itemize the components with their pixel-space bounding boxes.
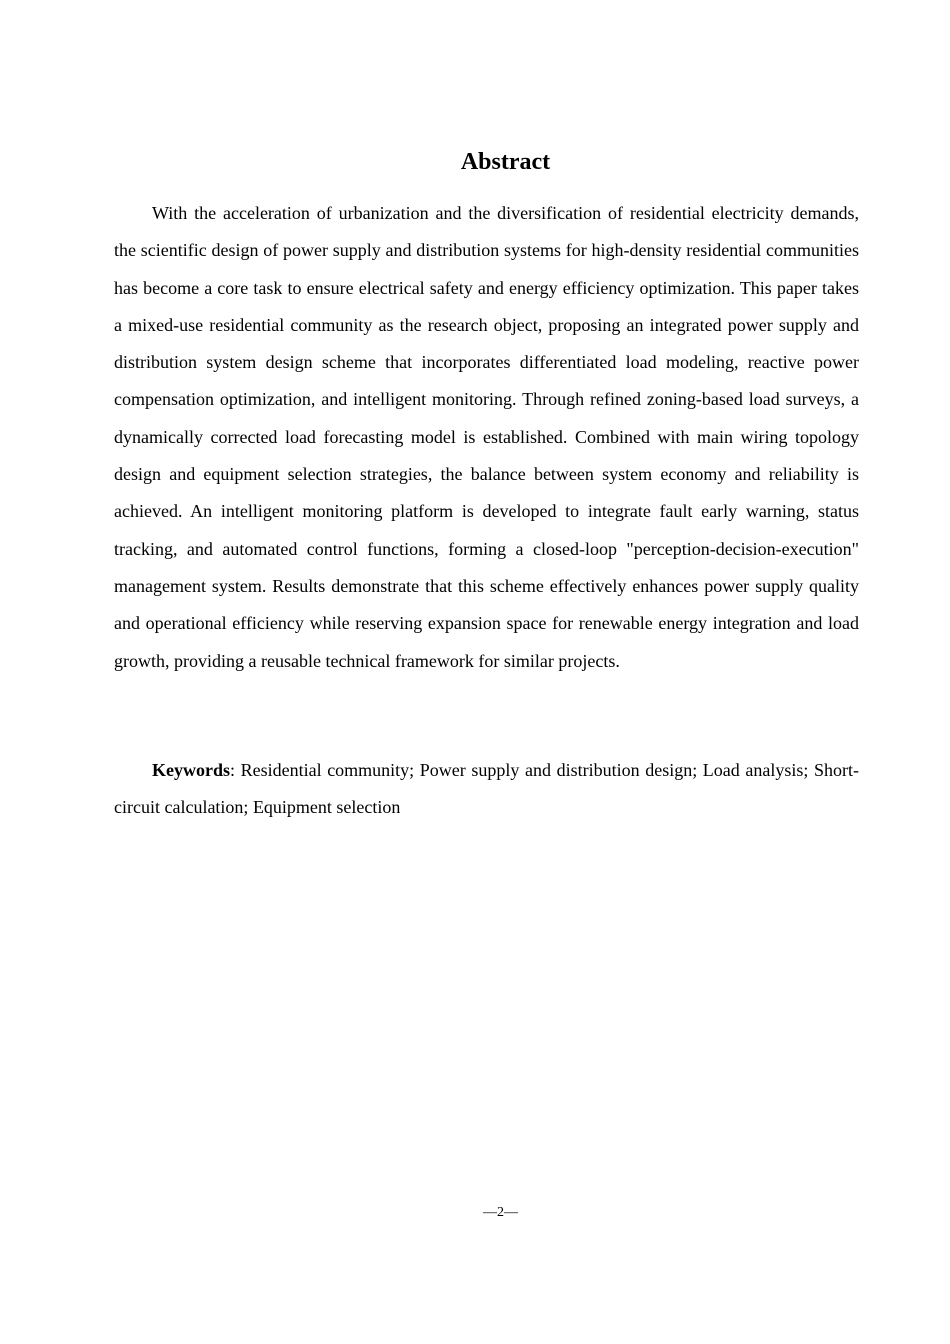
page-number: —2— <box>483 1205 518 1220</box>
abstract-paragraph: With the acceleration of urbanization and the diversification of residential electricity demands, the scientific design of power supply and distribution systems for high-density residential communities has become a core task to ensure electrical safety and energy efficiency optimization. This paper takes a mixed-use residential community as the research object, proposing an integrated power supply and distribution system design scheme that incorporates differentiated load modeling, reactive power compensation optimization, and intelligent monitoring. Through refined zoning-based load surveys, a dynamically corrected load forecasting model is established. Combined with main wiring topology design and equipment selection strategies, the balance between system economy and reliability is achieved. An intelligent monitoring platform is developed to integrate fault early warning, status tracking, and automated control functions, forming a closed-loop "perception-decision-execution" management system. Results demonstrate that this scheme effectively enhances power supply quality and operational efficiency while reserving expansion space for renewable energy integration and load growth, providing a reusable technical framework for similar projects. <box>114 203 859 671</box>
keywords-paragraph <box>114 752 859 827</box>
abstract-title: Abstract <box>460 149 551 175</box>
keywords-list: : Residential community; Power supply and distribution design; Load analysis; Short-circuit calculation; Equipment selection <box>114 760 859 818</box>
keywords-label: Keywords <box>152 760 230 780</box>
